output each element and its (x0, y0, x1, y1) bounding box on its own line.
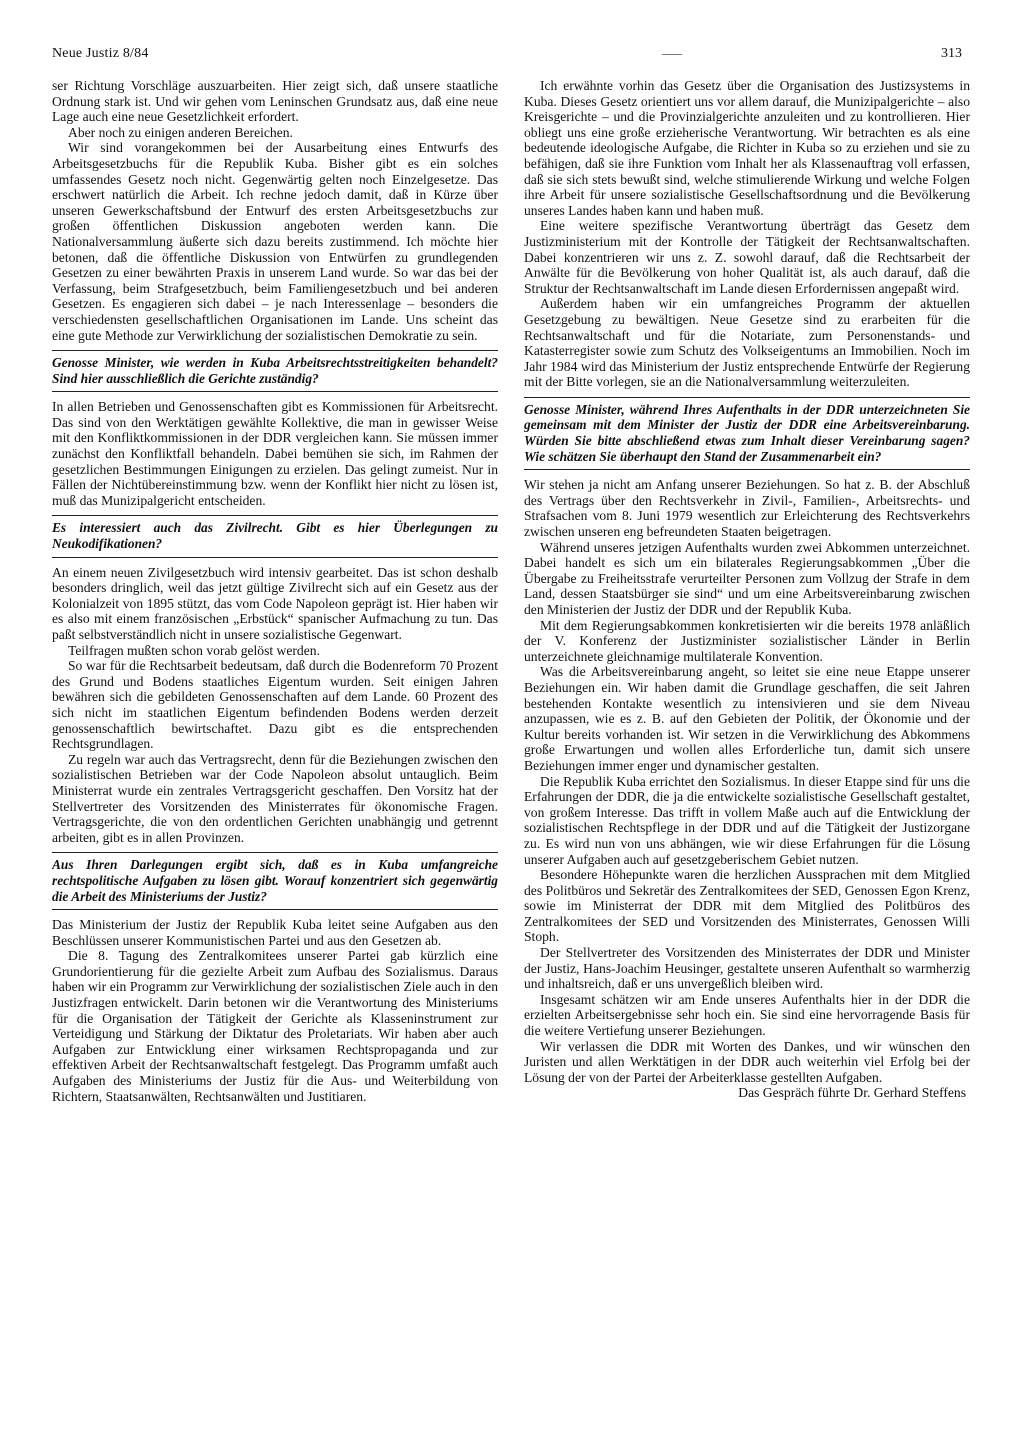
body-paragraph: Wir stehen ja nicht am Anfang unserer Beziehungen. So hat z. B. der Abschluß des Vertrags über den Rechtsverkehr in Zivil-, Familien-, Arbeitsrechts- und Strafsachen vom 8. Juni 1979 wesentlich zur Erleichterung des Rechtsverkehrs zwischen unseren eng befreundeten Staaten beigetragen. (524, 477, 970, 540)
body-paragraph: ser Richtung Vorschläge auszuarbeiten. Hier zeigt sich, daß unsere staatliche Ordnung stark ist. Und wir gehen vom Leninschen Grundsatz aus, daß eine neue Lage auch eine neue Gesetzlichkeit erfordert. (52, 78, 498, 125)
interview-question (52, 515, 498, 557)
left-column (52, 78, 498, 1378)
header-rule (662, 54, 682, 55)
interview-question (524, 397, 970, 470)
body-paragraph: Der Stellvertreter des Vorsitzenden des Ministerrates der DDR und Minister der Justiz, Hans-Joachim Heusinger, gestaltete unseren Aufenthalt so warmherzig und inhaltsreich, daß er uns unvergeßlich bleiben wird. (524, 945, 970, 992)
body-paragraph: Aber noch zu einigen anderen Bereichen. (68, 124, 293, 140)
body-paragraph: Teilfragen mußten schon vorab gelöst werden. (68, 642, 320, 658)
body-paragraph: Wir sind vorangekommen bei der Ausarbeitung eines Entwurfs des Arbeitsgesetzbuchs für die Republik Kuba. Bisher gibt es ein solches umfassendes Gesetz noch nicht. Gegenwärtig gelten noch Einzelgesetze. Das erschwert natürlich die Arbeit. Ich rechne jedoch damit, daß in Kürze über unseren Gewerkschaftsbund der Entwurf des ersten Arbeitsgesetzbuchs zur großen öffentlichen Diskussion angeboten werden kann. Die Nationalversammlung äußerte sich dazu bereits zustimmend. Ich möchte hier betonen, daß die öffentliche Diskussion von Entwürfen zu grundlegenden Gesetzen zu einer bewährten Praxis in unserem Land wurde. So war das bei der Verfassung, beim Strafgesetzbuch, beim Familiengesetzbuch und bei anderen Gesetzen. Es engagieren sich dabei – je nach Interessenlage – besonders die verschiedensten gesellschaftlichen Organisationen im Lande. Uns scheint das eine gute Methode zur Verwirklichung der sozialistischen Demokratie zu sein. (52, 140, 498, 343)
question-text: Genosse Minister, während Ihres Aufenthalts in der DDR unterzeichneten Sie gemeinsam mit dem Minister der Justiz der DDR eine Arbeitsvereinbarung. Würden Sie bitte abschließend etwas zum Inhalt dieser Vereinbarung sagen? Wie schätzen Sie überhaupt den Stand der Zusammenarbeit ein? (524, 401, 970, 464)
interview-question (52, 852, 498, 910)
right-column (524, 78, 970, 1378)
page-header (52, 46, 972, 64)
body-paragraph: In allen Betrieben und Genossenschaften gibt es Kommissionen für Arbeitsrecht. Das sind von den Werktätigen gewählte Kollektive, die man in gewisser Weise mit den Konfliktkommissionen in der DDR vergleichen kann. Sie müssen immer zunächst den Konfliktfall behandeln. Dabei bemühen sie sich, im Rahmen der gesetzlichen Bestimmungen Einigungen zu erzielen. Das gelingt zumeist. Nur in Fällen der Nichtübereinstimmung bzw. wenn der Konflikt hier nicht zu lösen ist, muß das Munizipalgericht entscheiden. (52, 399, 498, 508)
body-paragraph: Ich erwähnte vorhin das Gesetz über die Organisation des Justizsystems in Kuba. Dieses Gesetz orientiert uns vor allem darauf, die Munizipalgerichte – also Kreisgerichte – und die Provinzialgerichte anzuleiten und zu kontrollieren. Hier obliegt uns eine große erzieherische Verantwortung. Wir betrachten es als eine bedeutende ideologische Aufgabe, die Richter in Kuba so zu erziehen und sie zu befähigen, daß sie ihre Funktion vom Inhalt her als Klassenauftrag voll erfassen, daß sie sich stets bewußt sind, welche stimulierende Wirkung und welche Folgen ihre Arbeit für unsere sozialistische Gesellschaftsordnung und die Bevölkerung unseres Landes haben kann und haben muß. (524, 78, 970, 218)
body-paragraph: An einem neuen Zivilgesetzbuch wird intensiv gearbeitet. Das ist schon deshalb besonders dringlich, weil das jetzt gültige Zivilrecht sich auf ein Gesetz aus der Kolonialzeit von 1895 stützt, das vom Code Napoleon geprägt ist. Hier haben wir es also mit einem französischen „Erbstück“ spanischer Aufmachung zu tun. Das paßt selbstverständlich nicht in unsere sozialistische Gegenwart. (52, 564, 498, 642)
body-paragraph: Eine weitere spezifische Verantwortung überträgt das Gesetz dem Justizministerium mit der Kontrolle der Tätigkeit der Rechtsanwaltschaften. Dabei konzentrieren wir uns z. Z. sowohl darauf, daß die Rechtsarbeit der Anwälte für die Bevölkerung von hoher Qualität ist, als auch darauf, daß die Struktur der Rechtsanwaltschaft im Lande diesen Erfordernissen angepaßt wird. (524, 218, 970, 296)
question-text: Genosse Minister, wie werden in Kuba Arbeitsrechtsstreitigkeiten behandelt? Sind hier ausschließlich die Gerichte zuständig? (52, 355, 498, 386)
body-paragraph: Was die Arbeitsvereinbarung angeht, so leitet sie eine neue Etappe unserer Beziehungen ein. Wir haben damit die Grundlage geschaffen, die seit Jahren bestehenden Kontakte wesentlich zu intensivieren und sie dem Niveau anzupassen, wie es z. B. auf den Gebieten der Politik, der Ökonomie und der Kultur bereits vorhanden ist. Wir setzen in die Verwirklichung des Abkommens große Erwartungen und wollen alles Erforderliche tun, damit sich unsere Beziehungen immer enger und dynamischer gestalten. (524, 664, 970, 773)
body-paragraph: So war für die Rechtsarbeit bedeutsam, daß durch die Bodenreform 70 Prozent des Grund und Bodens staatliches Eigentum wurden. Seit einigen Jahren bewähren sich die gebildeten Genossenschaften auf dem Lande. 60 Prozent des sich nicht im staatlichen Eigentum befindenden Bodens werden derzeit genossenschaftlich bewirtschaftet. Dazu gibt es die entsprechenden Rechtsgrundlagen. (52, 658, 498, 752)
journal-issue: Neue Justiz 8/84 (52, 46, 149, 61)
body-paragraph: Besondere Höhepunkte waren die herzlichen Aussprachen mit dem Mitglied des Politbüros und Sekretär des Zentralkomitees der SED, Genossen Egon Krenz, sowie im Ministerrat der DDR mit dem Mitglied des Politbüros des Zentralkomitees der SED und Vorsitzenden des Ministerrates, Genossen Willi Stoph. (524, 867, 970, 945)
body-paragraph: Zu regeln war auch das Vertragsrecht, denn für die Beziehungen zwischen den sozialistischen Betrieben war der Code Napoleon absolut untauglich. Beim Ministerrat wurde ein zentrales Vertragsgericht geschaffen. Den Vorsitz hat der Stellvertreter des Vorsitzenden des Ministerrates für ökonomische Fragen. Vertragsgerichte, die von den ordentlichen Gerichten unabhängig und getrennt arbeiten, gibt es in allen Provinzen. (52, 751, 498, 845)
question-text: Aus Ihren Darlegungen ergibt sich, daß es in Kuba umfangreiche rechtspolitische Aufgaben zu lösen gibt. Worauf konzentriert sich gegenwärtig die Arbeit des Ministeriums der Justiz? (52, 857, 498, 904)
interview-question (52, 350, 498, 392)
body-paragraph: Wir verlassen die DDR mit Worten des Dankes, und wir wünschen den Juristen und allen Werktätigen in der DDR auch weiterhin viel Erfolg bei der Lösung der von der Partei der Arbeiterklasse gestellten Aufgaben. (524, 1038, 970, 1085)
body-paragraph: Außerdem haben wir ein umfangreiches Programm der aktuellen Gesetzgebung zu bewältigen. Neue Gesetze sind zu erarbeiten für die Rechtsanwaltschaft und für die Notariate, zum Personenstands- und Katasterregister sowie zum Schutz des Volkseigentums an Immobilien. Noch im Jahr 1984 wird das Ministerium der Justiz entsprechende Entwürfe der Regierung mit der Bitte vorlegen, sie an die Nationalversammlung weiterzuleiten. (524, 296, 970, 390)
body-paragraph: Die 8. Tagung des Zentralkomitees unserer Partei gab kürzlich eine Grundorientierung für die gezielte Arbeit zum Aufbau des Sozialismus. Daraus haben wir ein Programm zur Verwirklichung der sozialistischen Ziele auch in den Justizfragen entwickelt. Darin betonen wir die Verantwortung des Ministeriums für die Organisation der Tätigkeit der Gerichte als Klasseninstrument zur Verteidigung und Stärkung der Diktatur des Proletariats. Wir haben aber auch Aufgaben zur Entwicklung einer wirksamen Rechtspropaganda und zur effektiven Arbeit der Rechtsanwaltschaft festgelegt. Das Programm umfaßt auch Aufgaben des Ministeriums der Justiz für die Aus- und Weiterbildung von Richtern, Staatsanwälten, Rechtsanwälten und Justitiaren. (52, 948, 498, 1104)
body-paragraph: Das Ministerium der Justiz der Republik Kuba leitet seine Aufgaben aus den Beschlüssen unserer Kommunistischen Partei und aus den Gesetzen ab. (52, 917, 498, 948)
question-text: Es interessiert auch das Zivilrecht. Gibt es hier Überlegungen zu Neukodifikationen? (52, 520, 498, 552)
body-paragraph: Mit dem Regierungsabkommen konkretisierten wir die bereits 1978 anläßlich der V. Konferenz der Justizminister sozialistischer Länder in Berlin unterzeichnete gleichnamige multilaterale Konvention. (524, 617, 970, 664)
body-paragraph: Die Republik Kuba errichtet den Sozialismus. In dieser Etappe sind für uns die Erfahrungen der DDR, die ja die entwickelte sozialistische Gesellschaft gestaltet, von großem Interesse. Das trifft in vollem Maße auch auf die Entwicklung der sozialistischen Rechtspflege in der DDR und auf die Tätigkeit der Justizorgane zu. Es wird nun von uns abhängen, wie wir diese Erfahrungen für die Lösung unserer Aufgaben auch auf gesetzgeberischem Gebiet nutzen. (524, 773, 970, 867)
body-paragraph: Während unseres jetzigen Aufenthalts wurden zwei Abkommen unterzeichnet. Dabei handelt es sich um ein bilaterales Regierungsabkommen „Über die Übergabe zu Freiheitsstrafe verurteilter Personen zum Vollzug der Strafe in dem Land, dessen Staatsbürger sie sind“ und um eine Arbeitsvereinbarung zwischen den Ministerien der Justiz der DDR und der Republik Kuba. (524, 539, 970, 617)
page-number: 313 (941, 46, 962, 61)
interviewer-credit: Das Gespräch führte Dr. Gerhard Steffens (738, 1085, 966, 1101)
body-paragraph: Insgesamt schätzen wir am Ende unseres Aufenthalts hier in der DDR die erzielten Arbeitsergebnisse sehr hoch ein. Sie sind eine hervorragende Basis für die weitere Vertiefung unserer Beziehungen. (524, 991, 970, 1039)
